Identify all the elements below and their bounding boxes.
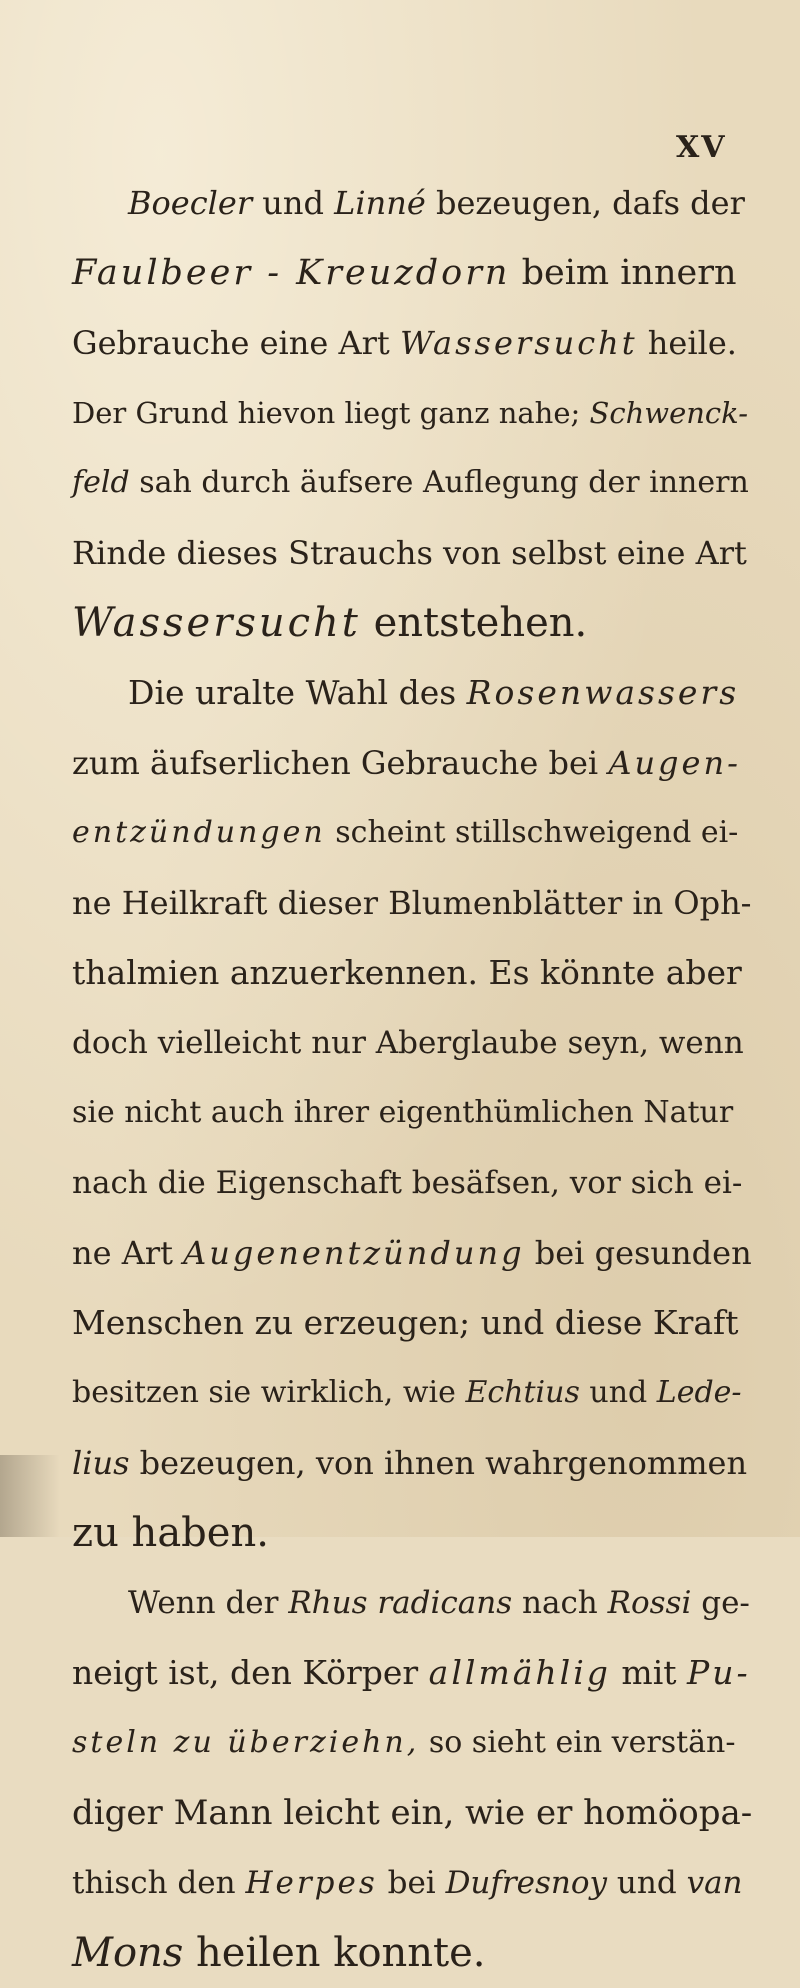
text-line — [72, 1358, 752, 1428]
text-run: Die uralte Wahl des — [128, 673, 467, 712]
text-line — [72, 938, 752, 1008]
text-line — [72, 868, 752, 938]
text-run: Rhus radicans — [288, 1585, 513, 1621]
text-run: Schwenck- — [589, 396, 749, 430]
text-run: und — [579, 1375, 657, 1410]
text-line — [72, 448, 752, 518]
text-run: feld — [72, 465, 130, 500]
text-run: heilen konnte. — [183, 1930, 486, 1976]
text-line — [72, 1778, 752, 1848]
text-run: Lede- — [656, 1375, 742, 1410]
text-run: Linné — [334, 184, 426, 222]
text-run: Dufresnoy — [445, 1865, 608, 1901]
text-run: van — [686, 1865, 743, 1901]
text-line — [72, 1148, 752, 1218]
body-text — [72, 168, 752, 1988]
text-run: ge- — [691, 1585, 750, 1621]
text-run: nach — [512, 1585, 608, 1621]
text-run: thalmien anzuerkennen. Es könnte aber — [72, 953, 742, 992]
text-run: ne Art — [72, 1234, 184, 1272]
text-run: besitzen sie wirklich, wie — [72, 1375, 466, 1410]
text-line — [72, 728, 752, 798]
text-run: Pu- — [687, 1653, 751, 1692]
text-line — [72, 1848, 752, 1918]
text-run: Rossi — [607, 1585, 692, 1621]
text-run: Wassersucht — [399, 324, 638, 362]
text-line — [72, 1218, 752, 1288]
text-line — [72, 168, 752, 238]
text-line — [72, 1498, 752, 1568]
page-edge-shadow — [0, 1455, 60, 1537]
text-run: Der Grund hievon liegt ganz nahe; — [72, 396, 590, 430]
text-line — [72, 1078, 752, 1148]
text-line — [72, 308, 752, 378]
text-run: entstehen. — [360, 600, 588, 646]
text-run: Rinde dieses Strauchs von selbst eine Art — [72, 534, 747, 572]
text-line — [72, 518, 752, 588]
text-line — [72, 1428, 752, 1498]
text-run: bei gesunden — [524, 1234, 752, 1272]
text-run: bei — [377, 1865, 446, 1901]
text-line — [72, 1008, 752, 1078]
text-run: Rosenwassers — [466, 673, 740, 712]
text-run: Gebrauche eine Art — [72, 324, 400, 362]
text-run: Augen- — [608, 744, 741, 782]
text-run: lius — [72, 1444, 130, 1482]
text-run: zu haben. — [72, 1510, 269, 1556]
text-run: doch vielleicht nur Aberglaube seyn, wenn — [72, 1025, 744, 1061]
text-run: Herpes — [245, 1865, 378, 1901]
text-run: diger Mann leicht ein, wie er homöopa- — [72, 1793, 753, 1833]
text-line — [72, 658, 752, 728]
text-line — [72, 588, 752, 658]
text-run: Wassersucht — [72, 600, 361, 646]
text-run: so sieht ein verstän- — [419, 1725, 736, 1760]
text-run: entzündungen — [72, 815, 326, 850]
text-line — [72, 1708, 752, 1778]
text-line — [72, 1288, 752, 1358]
text-run: und — [252, 184, 335, 222]
text-line — [72, 1918, 752, 1988]
text-run: und — [607, 1865, 687, 1901]
text-line — [72, 1638, 752, 1708]
text-run: Wenn der — [128, 1585, 289, 1621]
text-run: sie nicht auch ihrer eigenthümlichen Natur — [72, 1095, 734, 1130]
text-run: Echtius — [465, 1375, 580, 1410]
text-line — [72, 1568, 752, 1638]
text-run: bezeugen, von ihnen wahrgenommen — [129, 1444, 748, 1482]
text-run: steln zu überziehn, — [72, 1725, 420, 1760]
text-run: zum äufserlichen Gebrauche bei — [72, 744, 609, 782]
text-line — [72, 378, 752, 448]
text-run: sah durch äufsere Auflegung der innern — [129, 465, 749, 500]
text-run: Mons — [72, 1930, 184, 1976]
text-line — [72, 798, 752, 868]
text-run: Boecler — [128, 184, 253, 222]
page-number: XV — [676, 130, 727, 165]
text-run: scheint stillschweigend ei- — [325, 815, 739, 850]
text-run: Menschen zu erzeugen; und diese Kraft — [72, 1303, 739, 1342]
text-run: neigt ist, den Körper — [72, 1653, 429, 1692]
text-run: Augenentzündung — [183, 1234, 525, 1272]
text-run: bezeugen, dafs der — [425, 184, 745, 222]
text-run: beim innern — [510, 253, 737, 293]
text-run: ne Heilkraft dieser Blumenblätter in Oph- — [72, 884, 752, 922]
text-line — [72, 238, 752, 308]
text-run: mit — [610, 1653, 688, 1692]
text-run: allmählig — [428, 1653, 611, 1692]
text-run: thisch den — [72, 1865, 246, 1901]
text-run: nach die Eigenschaft besäfsen, vor sich ei- — [72, 1165, 743, 1201]
text-run: Faulbeer - Kreuzdorn — [72, 253, 511, 293]
text-run: heile. — [637, 324, 737, 362]
